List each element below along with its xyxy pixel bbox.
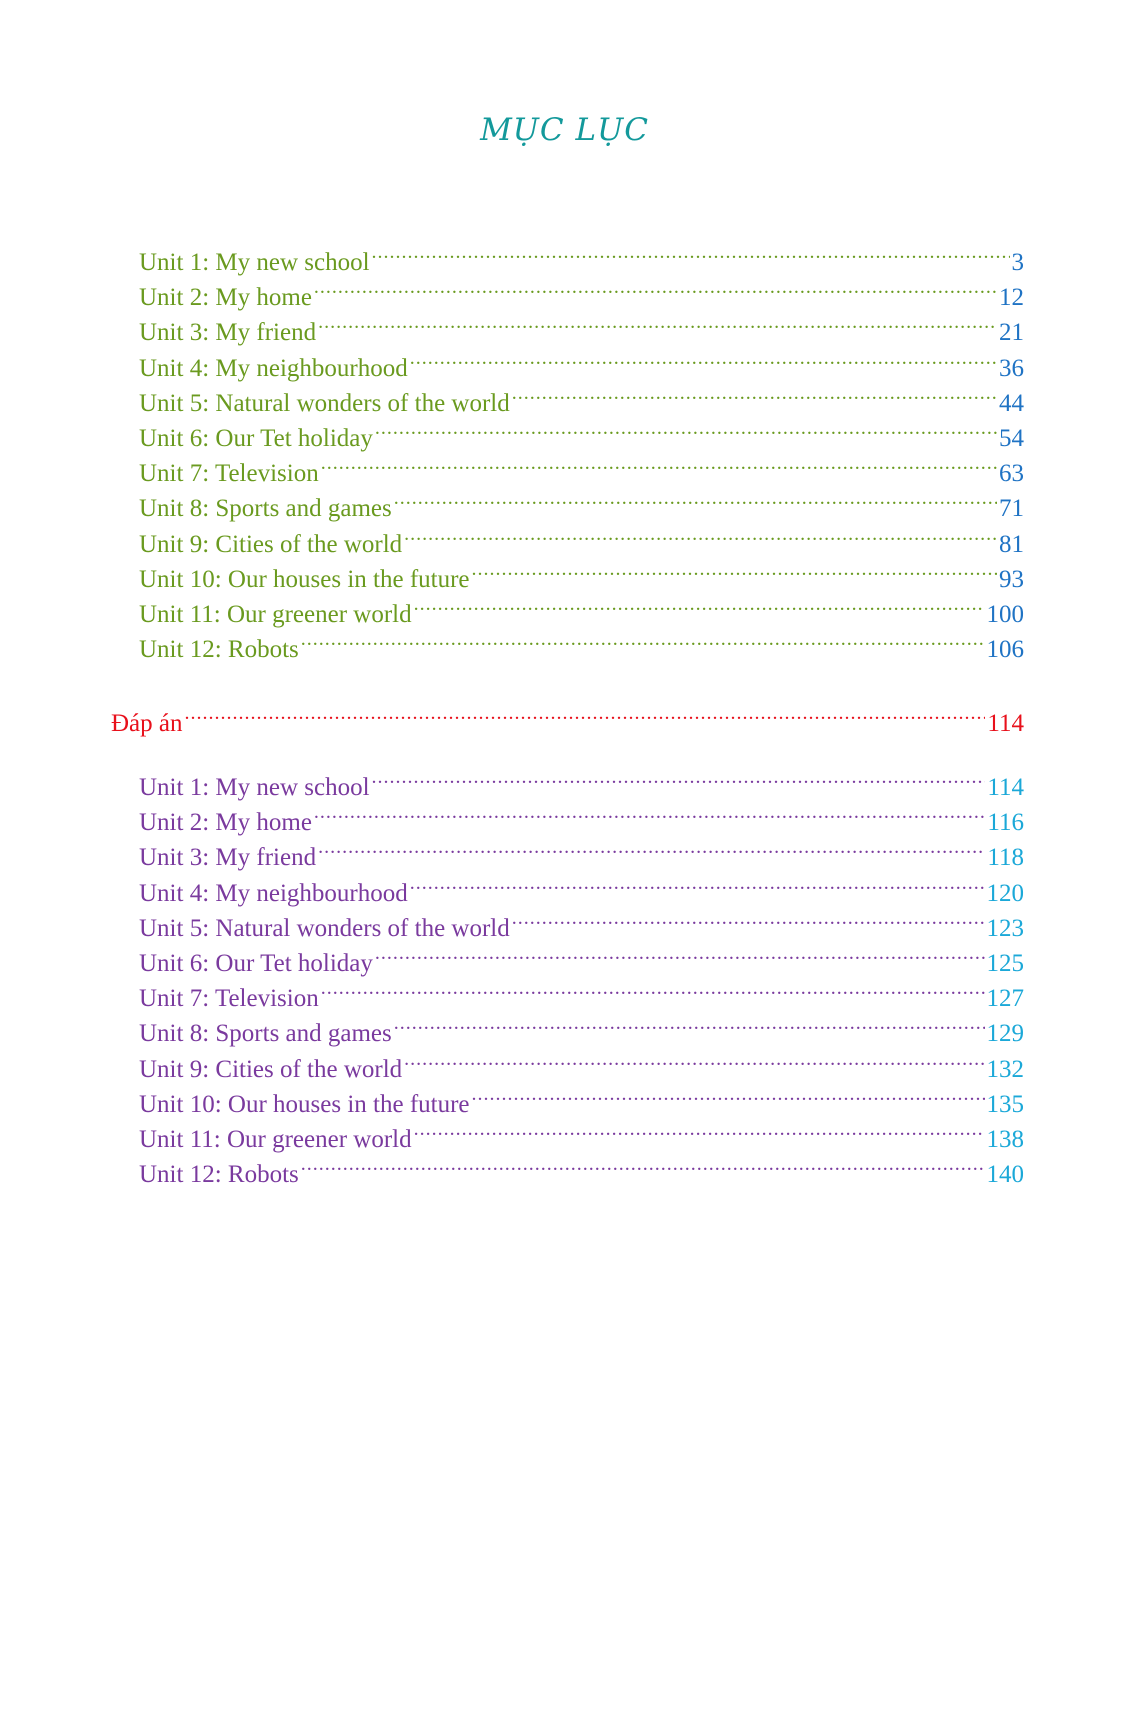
toc-row[interactable]	[139, 936, 1024, 977]
toc-row-page: 3	[1011, 249, 1024, 276]
toc-row-page: 21	[999, 319, 1024, 347]
toc-row-label: Unit 5: Natural wonders of the world	[139, 389, 510, 417]
toc-row-label: Unit 4: My neighbourhood	[139, 354, 408, 382]
toc-row[interactable]	[139, 866, 1024, 907]
dot-leader	[314, 270, 997, 305]
toc-row-page: 100	[986, 601, 1024, 628]
toc-row-page: 44	[999, 389, 1024, 417]
toc-row[interactable]	[139, 795, 1024, 837]
dot-leader	[410, 341, 997, 376]
toc-row[interactable]	[139, 587, 1024, 628]
toc-row-label: Unit 8: Sports and games	[139, 495, 392, 523]
toc-row-label: Unit 11: Our greener world	[139, 1126, 412, 1153]
dot-leader	[394, 481, 997, 516]
toc-row[interactable]	[139, 552, 1024, 593]
toc-row-page: 54	[999, 425, 1024, 452]
dot-leader	[314, 795, 986, 830]
toc-row-label: Unit 1: My new school	[139, 249, 370, 276]
dot-leader	[372, 235, 1010, 270]
toc-row[interactable]	[139, 830, 1024, 872]
toc-row-page: 106	[986, 636, 1024, 664]
dot-leader	[414, 587, 985, 622]
toc-row-label: Unit 7: Television	[139, 460, 319, 488]
toc-row-label: Unit 6: Our Tet holiday	[139, 425, 373, 452]
toc-answers-page: 114	[987, 710, 1024, 737]
toc-row-page: 81	[999, 530, 1024, 558]
dot-leader	[414, 1112, 985, 1147]
toc-row-page: 71	[999, 495, 1024, 523]
toc-row[interactable]	[139, 341, 1024, 382]
toc-row[interactable]	[139, 1006, 1024, 1048]
toc-row-label: Unit 11: Our greener world	[139, 601, 412, 628]
toc-answers-heading-row[interactable]	[111, 696, 1024, 737]
toc-row-label: Unit 3: My friend	[139, 319, 317, 347]
toc-row-label: Unit 7: Television	[139, 985, 319, 1013]
toc-row-label: Unit 3: My friend	[139, 844, 317, 872]
toc-row-label: Unit 2: My home	[139, 809, 312, 837]
toc-row-label: Unit 10: Our houses in the future	[139, 565, 470, 593]
toc-row-page: 116	[987, 809, 1024, 837]
toc-row[interactable]	[139, 446, 1024, 488]
toc-row[interactable]	[139, 305, 1024, 347]
toc-row-label: Unit 1: My new school	[139, 774, 370, 801]
toc-row-page: 125	[986, 950, 1024, 977]
toc-row[interactable]	[139, 1147, 1024, 1189]
toc-row[interactable]	[139, 517, 1024, 558]
dot-leader	[404, 517, 997, 552]
toc-row-label: Unit 2: My home	[139, 284, 312, 312]
toc-row[interactable]	[139, 971, 1024, 1013]
dot-leader	[512, 376, 997, 411]
toc-row[interactable]	[139, 1112, 1024, 1153]
toc-row-page: 114	[987, 774, 1024, 801]
dot-leader	[394, 1006, 985, 1041]
toc-row-page: 12	[999, 284, 1024, 312]
toc-row-page: 118	[987, 844, 1024, 872]
toc-answers-label: Đáp án	[111, 710, 183, 737]
dot-leader	[185, 696, 986, 731]
toc-row[interactable]	[139, 411, 1024, 452]
dot-leader	[404, 1042, 984, 1077]
toc-row-page: 36	[999, 354, 1024, 382]
toc-row[interactable]	[139, 481, 1024, 523]
dot-leader	[301, 1147, 985, 1182]
dot-leader	[321, 446, 997, 481]
toc-row-label: Unit 9: Cities of the world	[139, 530, 403, 558]
toc-row-label: Unit 12: Robots	[139, 636, 299, 664]
toc-row[interactable]	[139, 235, 1024, 276]
toc-row-label: Unit 8: Sports and games	[139, 1020, 392, 1048]
dot-leader	[375, 936, 985, 971]
dot-leader	[318, 830, 985, 865]
dot-leader	[301, 622, 985, 657]
toc-row[interactable]	[139, 1077, 1024, 1118]
toc-row-label: Unit 9: Cities of the world	[139, 1055, 403, 1083]
dot-leader	[318, 305, 997, 340]
dot-leader	[410, 866, 985, 901]
toc-row-page: 93	[999, 565, 1024, 593]
dot-leader	[375, 411, 997, 446]
dot-leader	[321, 971, 985, 1006]
toc-row-page: 63	[999, 460, 1024, 488]
dot-leader	[472, 1077, 985, 1112]
toc-row-label: Unit 5: Natural wonders of the world	[139, 914, 510, 942]
toc-row-page: 135	[986, 1090, 1024, 1118]
toc-row[interactable]	[139, 901, 1024, 942]
toc-row[interactable]	[139, 376, 1024, 417]
toc-row[interactable]	[139, 622, 1024, 664]
toc-row-page: 123	[986, 914, 1024, 942]
toc-row-page: 140	[986, 1161, 1024, 1189]
page-title: MỤC LỤC	[480, 112, 649, 148]
toc-row[interactable]	[139, 760, 1024, 801]
toc-row-page: 138	[986, 1126, 1024, 1153]
toc-row-page: 120	[986, 879, 1024, 907]
toc-row-page: 127	[986, 985, 1024, 1013]
toc-row-label: Unit 6: Our Tet holiday	[139, 950, 373, 977]
toc-row-page: 129	[986, 1020, 1024, 1048]
dot-leader	[512, 901, 985, 936]
toc-row[interactable]	[139, 270, 1024, 312]
toc-row[interactable]	[139, 1042, 1024, 1083]
toc-row-page: 132	[986, 1055, 1024, 1083]
toc-row-label: Unit 4: My neighbourhood	[139, 879, 408, 907]
toc-row-label: Unit 12: Robots	[139, 1161, 299, 1189]
dot-leader	[472, 552, 997, 587]
dot-leader	[372, 760, 986, 795]
toc-row-label: Unit 10: Our houses in the future	[139, 1090, 470, 1118]
